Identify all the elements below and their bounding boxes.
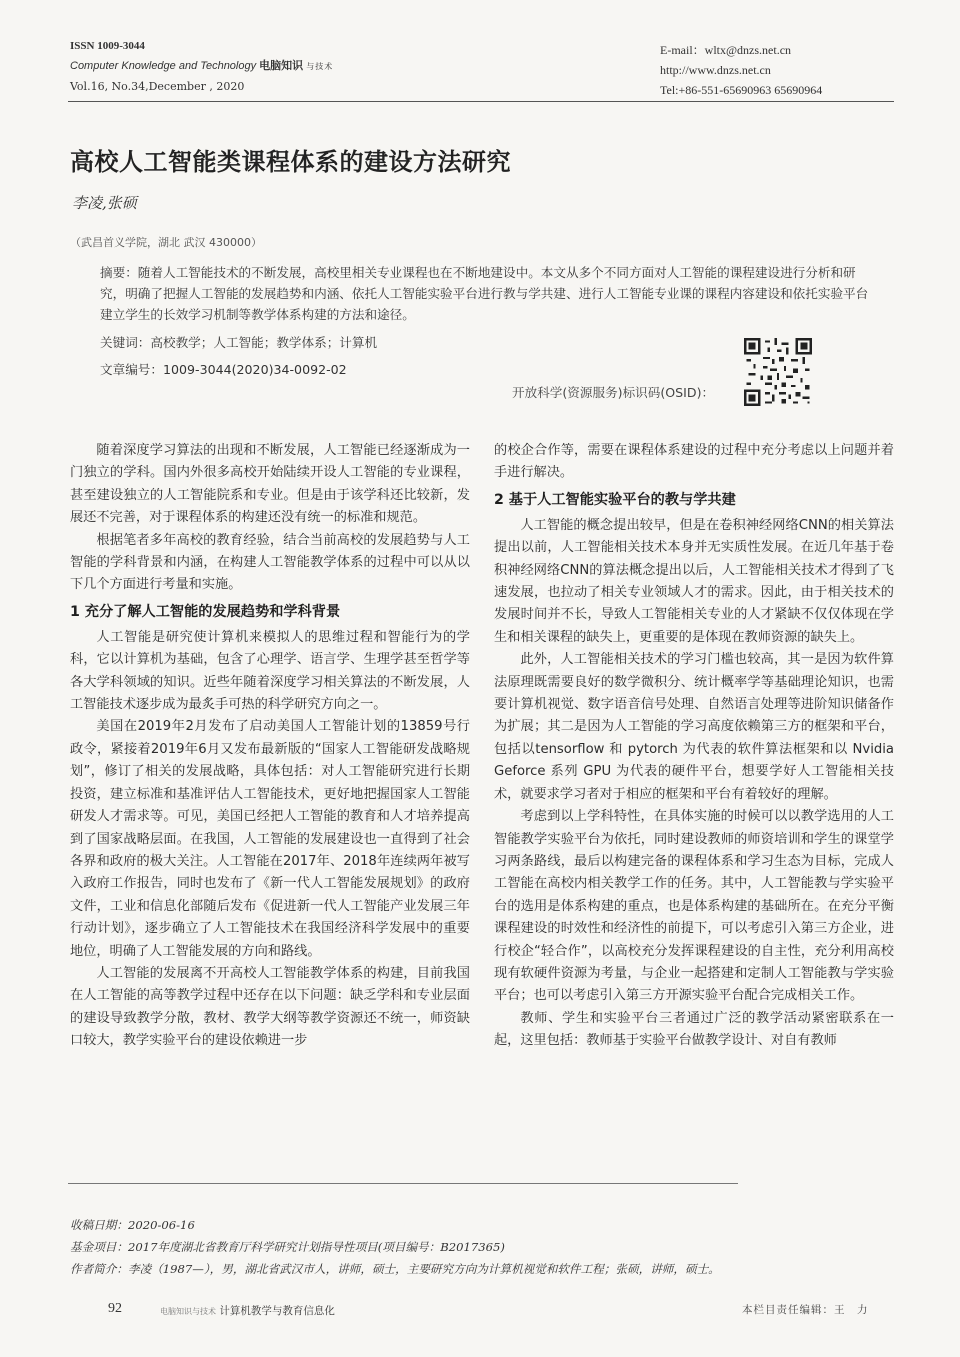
section-heading-2: 2 基于人工智能实验平台的教与学共建 <box>494 491 736 508</box>
paragraph: 根据笔者多年高校的教育经验，结合当前高校的发展趋势与人工智能的学科背景和内涵，在构建人工智能教学体系的过程中可以从以下几个方面进行考量和实施。 <box>70 532 470 593</box>
footnotes <box>70 1214 720 1280</box>
contact-url: http://www.dnzs.net.cn <box>660 63 771 77</box>
osid-label: 开放科学(资源服务)标识码(OSID)： <box>512 385 715 400</box>
body-left-column <box>70 440 470 1053</box>
journal-header-right <box>660 40 822 100</box>
author-bio: 作者简介：李凌（1987—），男，湖北省武汉市人，讲师，硕士，主要研究方向为计算机视觉和软件工程；张硕，讲师，硕士。 <box>70 1262 720 1276</box>
journal-name <box>70 56 333 77</box>
paragraph: 人工智能的概念提出较早，但是在卷积神经网络CNN的相关算法提出以前，人工智能相关技术本身并无实质性发展。在近几年基于卷积神经网络CNN的算法概念提出以后，人工智能相关技术才得到了飞速发展，也拉动了相关专业领域人才的需求。因此，由于相关技术的发展时间并不长，导致人工智能相关专业的人才紧缺不仅仅体现在学生和相关课程的缺失上，更重要的是体现在教师资源的缺失上。 <box>494 517 894 645</box>
paragraph: 此外，人工智能相关技术的学习门槛也较高，其一是因为软件算法原理既需要良好的数学微积分、统计概率学等基础理论知识，也需要计算机视觉、数字语音信号处理、自然语言处理等进阶知识储备作为扩展；其二是因为人工智能的学习高度依赖第三方的框架和平台，包括以tensorflow 和 pytorch 为代表的软件算法框架和以 Nvidia Geforce 系列 GPU 为代表的硬件平台，想要学好人工智能相关技术，就要求学习者对于相应的框架和平台有着较好的理解。 <box>494 652 894 802</box>
footer-journal <box>160 1303 335 1318</box>
journal-name-cn-suffix: 与技术 <box>306 62 334 71</box>
fund-info: 基金项目：2017年度湖北省教育厅科学研究计划指导性项目(项目编号：B2017365) <box>70 1240 505 1254</box>
article-authors: 李凌,张硕 <box>72 194 137 212</box>
page-number: 92 <box>108 1301 122 1316</box>
keywords: 关键词：高校教学；人工智能；教学体系；计算机 <box>100 335 378 350</box>
footer-journal-name: 计算机教学与教育信息化 <box>219 1305 335 1317</box>
footer-journal-prefix: 电脑知识与技术 <box>160 1307 216 1316</box>
paragraph: 人工智能是研究使计算机来模拟人的思维过程和智能行为的学科，它以计算机为基础，包含了心理学、语言学、生理学甚至哲学等各大学科领域的知识。近些年随着深度学习相关算法的不断发展，人工智能技术逐步成为最炙手可热的科学研究方向之一。 <box>70 629 470 713</box>
journal-name-en: Computer Knowledge and Technology <box>70 60 257 72</box>
article-affiliation: （武昌首义学院，湖北 武汉 430000） <box>70 236 262 249</box>
abstract-text: 随着人工智能技术的不断发展，高校里相关专业课程也在不断地建设中。本文从多个不同方面对人工智能的课程建设进行分析和研究，明确了把握人工智能的发展趋势和内涵、依托人工智能实验平台进行教与学共建、进行人工智能专业课的课程内容建设和依托实验平台建立学生的长效学习机制等教学体系构建的方法和途径。 <box>100 265 869 322</box>
contact-tel: Tel:+86-551-65690963 65690964 <box>660 83 823 97</box>
received-date: 收稿日期：2020-06-16 <box>70 1218 195 1232</box>
column-editor: 本栏目责任编辑：王 力 <box>742 1304 869 1316</box>
abstract <box>100 262 870 325</box>
volume-info: Vol.16, No.34,December , 2020 <box>70 80 245 93</box>
paragraph-continued: 的校企合作等，需要在课程体系建设的过程中充分考虑以上问题并着手进行解决。 <box>494 443 894 481</box>
paragraph: 人工智能的发展离不开高校人工智能教学体系的构建，目前我国在人工智能的高等教学过程中还存在以下问题：缺乏学科和专业层面的建设导致教学分散，教材、教学大纲等教学资源还不统一，师资缺口较大，教学实验平台的建设依赖进一步 <box>70 965 470 1049</box>
article-title: 高校人工智能类课程体系的建设方法研究 <box>70 148 511 176</box>
paragraph: 考虑到以上学科特性，在具体实施的时候可以以教学选用的人工智能教学实验平台为依托，同时建设教师的师资培训和学生的课堂学习两条路线，最后以构建完备的课程体系和学习生态为目标，完成人工智能在高校内相关教学工作的任务。其中，人工智能教与学实验平台的选用是体系构建的重点，也是体系构建的基础所在。在充分平衡课程建设的时效性和经济性的前提下，可以考虑引入第三方企业，进行校企“轻合作”，以高校充分发挥课程建设的自主性，充分利用高校现有软硬件资源为考量，与企业一起搭建和定制人工智能教与学实验平台；也可以考虑引入第三方开源实验平台配合完成相关工作。 <box>494 809 894 1004</box>
section-heading-1: 1 充分了解人工智能的发展趋势和学科背景 <box>70 603 341 620</box>
footnote-divider <box>68 1183 738 1184</box>
journal-header-left <box>70 36 333 97</box>
issn: ISSN 1009-3044 <box>70 40 145 52</box>
paragraph: 随着深度学习算法的出现和不断发展，人工智能已经逐渐成为一门独立的学科。国内外很多高校开始陆续开设人工智能的专业课程，甚至建设独立的人工智能院系和专业。但是由于该学科还比较新，发展还不完善，对于课程体系的构建还没有统一的标准和规范。 <box>70 443 470 526</box>
contact-email: E-mail：wltx@dnzs.net.cn <box>660 43 792 57</box>
document-number: 文章编号：1009-3044(2020)34-0092-02 <box>100 362 347 377</box>
abstract-label: 摘要： <box>100 265 138 280</box>
body-right-column <box>494 440 894 1053</box>
paragraph: 美国在2019年2月发布了启动美国人工智能计划的13859号行政令，紧接着2019年6月又发布最新版的“国家人工智能研发战略规划”，修订了相关的发展战略，具体包括：对人工智能研究进行长期投资，建立标准和基准评估人工智能技术，更好地把握国家人工智能研发人才需求等。可见，美国已经把人工智能的教育和人才培养提高到了国家战略层面。在我国，人工智能的发展建设也一直得到了社会各界和政府的极大关注。人工智能在2017年、2018年连续两年被写入政府工作报告，同时也发布了《新一代人工智能发展规划》的政府文件，工业和信息化部随后发布《促进新一代人工智能产业发展三年行动计划》，逐步确立了人工智能技术在我国经济科学发展中的重要地位，明确了人工智能发展的方向和路线。 <box>70 719 470 959</box>
paragraph: 教师、学生和实验平台三者通过广泛的教学活动紧密联系在一起，这里包括：教师基于实验平台做教学设计、对自有教师 <box>494 1010 894 1049</box>
qr-code-icon <box>744 338 812 406</box>
journal-name-cn: 电脑知识 <box>259 59 304 72</box>
header-divider <box>68 101 894 102</box>
